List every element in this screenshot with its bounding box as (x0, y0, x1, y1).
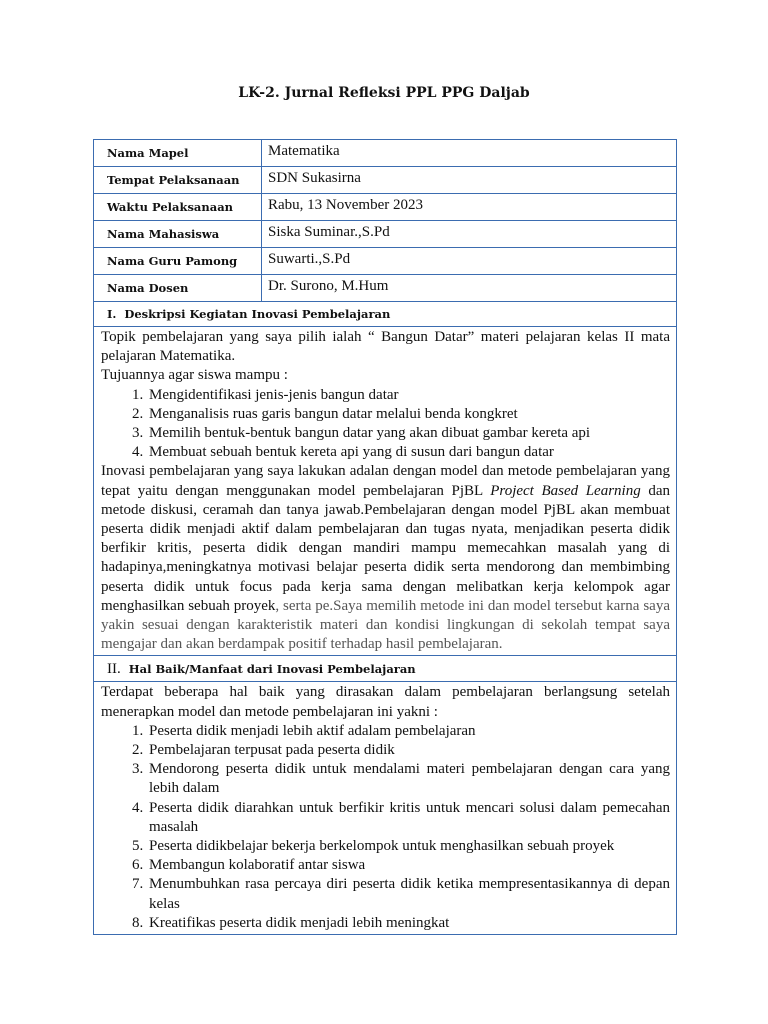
list-item: 4. Membuat sebuah bentuk kereta api yang di susun dari bangun datar (147, 443, 670, 462)
section-heading-row (94, 656, 677, 682)
list-item: 2. Pembelajaran terpusat pada peserta didik (147, 741, 670, 760)
section-2-heading (94, 656, 677, 682)
section-title: Hal Baik/Manfaat dari Inovasi Pembelajaran (128, 662, 416, 677)
info-value: Siska Suminar.,S.Pd (262, 221, 677, 248)
paragraph-text: dan metode diskusi, ceramah dan tanya jawab.Pembelajaran dengan model PjBL akan membuat peserta didik menjadi aktif dalam pembelajaran dan tugas nyata, menjadikan peserta didik berfikir kritis, peserta didik dengan mandiri mampu memecahkan masalah yang di hadapinya,meningkatnya motivasi belajar peserta didik serta mendorong dan membimbing peserta didik untuk focus pada kerja sama dengan melibatkan kerja kelompok agar menghasilkan sebuah proyek (101, 482, 670, 614)
section-2-body (94, 682, 677, 935)
list-item: 1. Mengidentifikasi jenis-jenis bangun datar (147, 386, 670, 405)
italic-term: Project Based Learning (490, 482, 641, 499)
list-item: 8. Kreatifikas peserta didik menjadi lebih meningkat (147, 914, 670, 933)
reflection-table (93, 139, 677, 935)
info-value: Matematika (262, 140, 677, 167)
benefits-list (101, 722, 670, 933)
section-number: II. (107, 661, 121, 678)
intro-paragraph: Terdapat beberapa hal baik yang dirasakan dalam pembelajaran berlangsung setelah menerapkan model dan metode pembelajaran ini yakni : (101, 684, 670, 720)
list-item: 7. Menumbuhkan rasa percaya diri peserta didik ketika mempresentasikannya di depan kelas (147, 875, 670, 913)
list-item: 2. Menganalisis ruas garis bangun datar melalui benda kongkret (147, 405, 670, 424)
list-item: 6. Membangun kolaboratif antar siswa (147, 856, 670, 875)
info-label: Nama Guru Pamong (94, 248, 262, 275)
section-body-row (94, 327, 677, 656)
list-item: 3. Memilih bentuk-bentuk bangun datar yang akan dibuat gambar kereta api (147, 424, 670, 443)
info-row (94, 167, 677, 194)
info-row (94, 221, 677, 248)
section-title: Deskripsi Kegiatan Inovasi Pembelajaran (124, 307, 391, 321)
paragraph-text: Inovasi pembelajaran yang saya lakukan adalan dengan model dan metode pembelajaran yang tepat yaitu dengan menggunakan model pembelajaran PjBL (101, 463, 670, 499)
section-heading-row (94, 302, 677, 327)
goals-list (101, 386, 670, 463)
info-row (94, 194, 677, 221)
section-1-body (94, 327, 677, 656)
info-label: Waktu Pelaksanaan (94, 194, 262, 221)
goals-label: Tujuannya agar siswa mampu : (101, 367, 288, 384)
list-item: 1. Peserta didik menjadi lebih aktif adalam pembelajaran (147, 722, 670, 741)
intro-paragraph: Topik pembelajaran yang saya pilih ialah “ Bangun Datar” materi pelajaran kelas II mata pelajaran Matematika. (101, 329, 670, 365)
list-item: 5. Peserta didikbelajar bekerja berkelompok untuk menghasilkan sebuah proyek (147, 837, 670, 856)
info-label: Nama Mapel (94, 140, 262, 167)
info-value: Dr. Surono, M.Hum (262, 275, 677, 302)
info-value: SDN Sukasirna (262, 167, 677, 194)
section-1-heading (94, 302, 677, 327)
list-item: 3. Mendorong peserta didik untuk mendalami materi pembelajaran dengan cara yang lebih dalam (147, 760, 670, 798)
paragraph-text: , serta pe.Saya memilih metode ini dan model tersebut karna saya yakin sesuai dengan karakteristik materi dan kondisi lingkungan di sekolah tempat saya mengajar dan akan berdampak positif terhadap hasil pembelajaran. (101, 597, 670, 653)
info-row (94, 248, 677, 275)
info-row (94, 275, 677, 302)
info-label: Tempat Pelaksanaan (94, 167, 262, 194)
section-number: I. (107, 307, 117, 321)
innovation-paragraph (101, 462, 670, 654)
info-value: Suwarti.,S.Pd (262, 248, 677, 275)
info-row (94, 140, 677, 167)
info-label: Nama Dosen (94, 275, 262, 302)
section-body-row (94, 682, 677, 935)
info-label: Nama Mahasiswa (94, 221, 262, 248)
info-value: Rabu, 13 November 2023 (262, 194, 677, 221)
document-title: LK-2. Jurnal Refleksi PPL PPG Daljab (238, 85, 530, 101)
list-item: 4. Peserta didik diarahkan untuk berfikir kritis untuk mencari solusi dalam pemecahan masalah (147, 799, 670, 837)
